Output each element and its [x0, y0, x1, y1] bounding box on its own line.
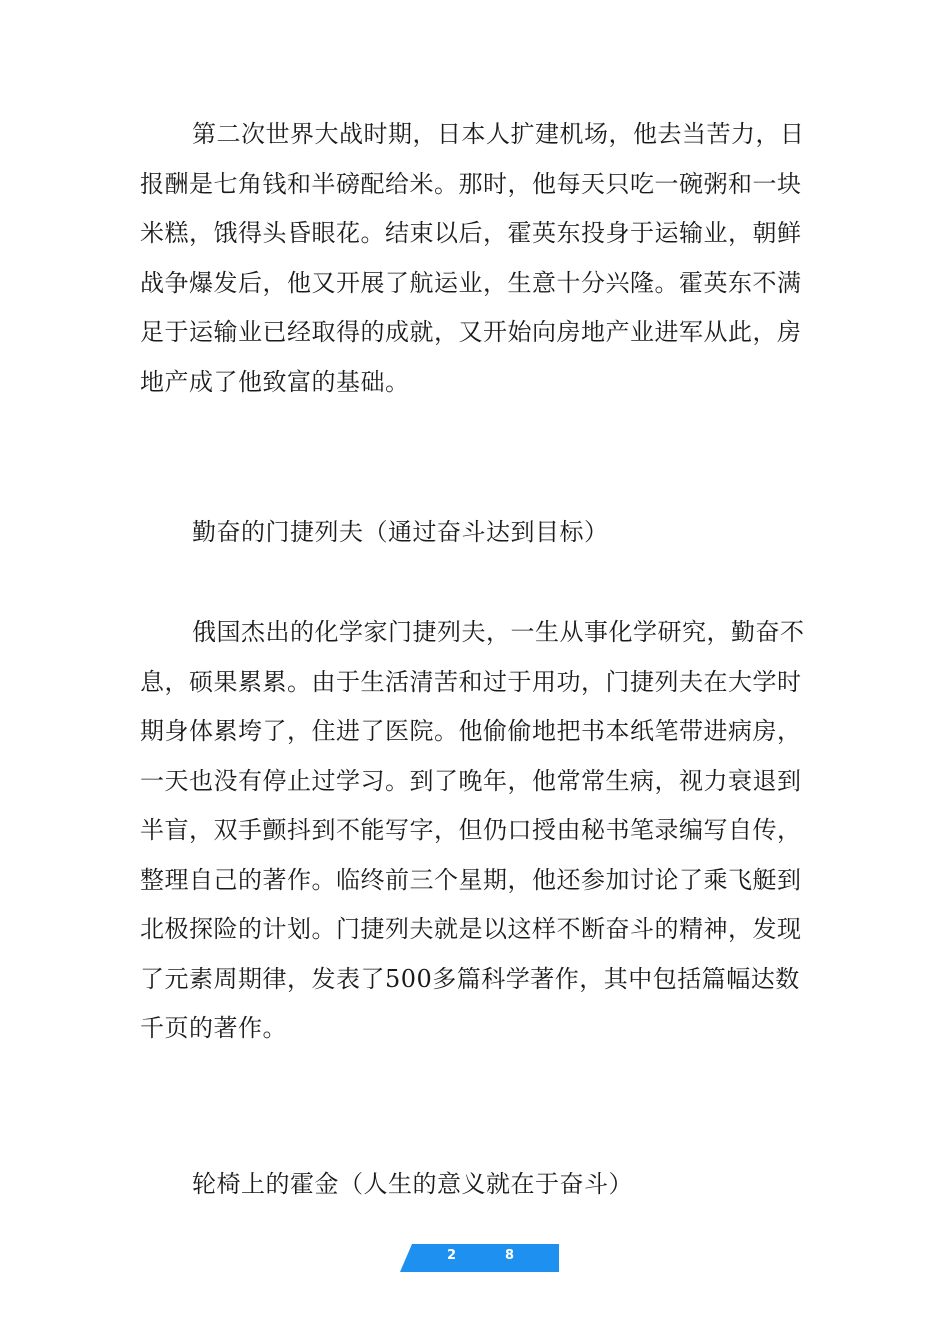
section-heading-1	[140, 508, 820, 556]
paragraph-2-text: 俄国杰出的化学家门捷列夫，一生从事化学研究，勤奋不息，硕果累累。由于生活清苦和过于用功，门捷列夫在大学时期身体累垮了，住进了医院。他偷偷地把书本纸笔带进病房，一天也没有停止过学习。到了晚年，他常常生病，视力衰退到半盲，双手颤抖到不能写字，但仍口授由秘书笔录编写自传，整理自己的著作。临终前三个星期，他还参加讨论了乘飞艇到北极探险的计划。门捷列夫就是以这样不断奋斗的精神，发现了元素周期律，发表了500多篇科学著作，其中包括篇幅达数千页的著作。	[140, 618, 805, 1042]
paragraph-2	[140, 608, 820, 1054]
page-badge-shape	[400, 1244, 559, 1272]
section-heading-2-text: 轮椅上的霍金（人生的意义就在于奋斗）	[192, 1170, 633, 1198]
page-number-digit-1: 2	[447, 1248, 457, 1263]
page-number-badge	[400, 1244, 559, 1272]
paragraph-1-text: 第二次世界大战时期，日本人扩建机场，他去当苦力，日报酬是七角钱和半磅配给米。那时，他每天只吃一碗粥和一块米糕，饿得头昏眼花。结束以后，霍英东投身于运输业，朝鲜战争爆发后，他又开展了航运业，生意十分兴隆。霍英东不满足于运输业已经取得的成就，又开始向房地产业进军从此，房地产成了他致富的基础。	[140, 120, 805, 396]
paragraph-1	[140, 110, 820, 407]
section-heading-2	[140, 1160, 820, 1208]
section-heading-1-text: 勤奋的门捷列夫（通过奋斗达到目标）	[192, 518, 609, 546]
page-number-digit-2: 8	[505, 1248, 515, 1263]
